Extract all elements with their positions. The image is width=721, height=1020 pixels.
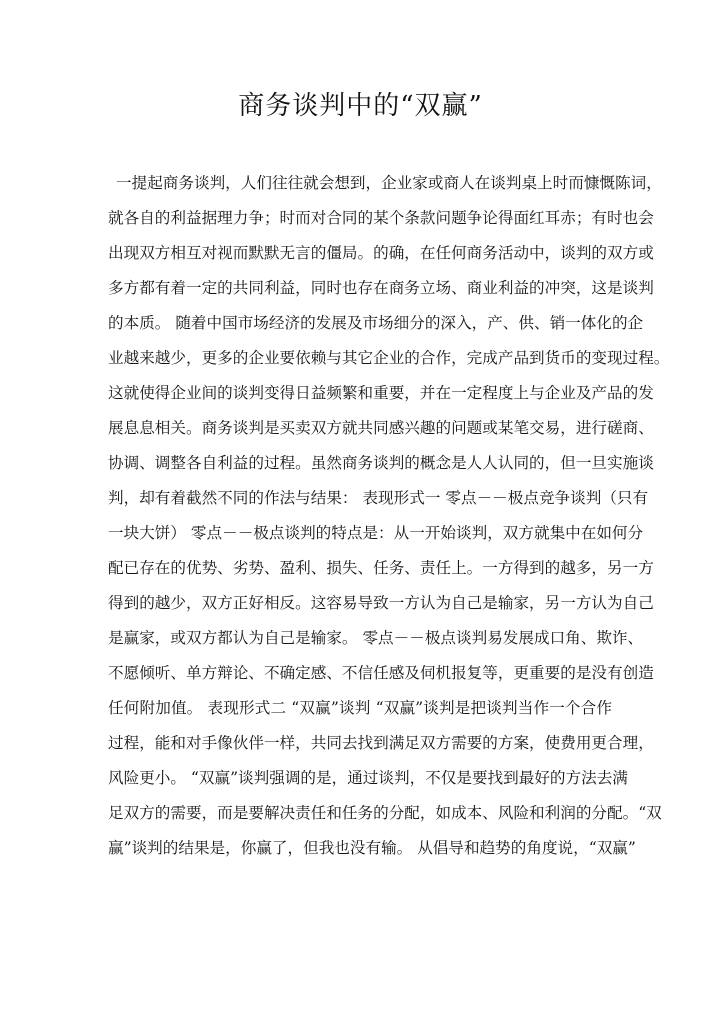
text-line: 这就使得企业间的谈判变得日益频繁和重要，并在一定程度上与企业及产品的发 bbox=[108, 384, 654, 402]
text-line: 任何附加值。 表现形式二 “双赢”谈判 “双赢”谈判是把谈判当作一个合作 bbox=[108, 699, 612, 717]
text-line: 业越来越少，更多的企业要依赖与其它企业的合作，完成产品到货币的变现过程。 bbox=[108, 349, 670, 367]
text-line: 展息息相关。商务谈判是买卖双方就共同感兴趣的问题或某笔交易，进行磋商、 bbox=[108, 419, 654, 437]
text-line: 过程，能和对手像伙伴一样，共同去找到满足双方需要的方案，使费用更合理， bbox=[108, 734, 654, 752]
document-title: 商务谈判中的“双赢” bbox=[238, 91, 483, 121]
text-line: 不愿倾听、单方辩论、不确定感、不信任感及伺机报复等，更重要的是没有创造 bbox=[108, 664, 654, 682]
text-line: 得到的越少，双方正好相反。这容易导致一方认为自己是输家，另一方认为自己 bbox=[108, 594, 654, 612]
text-line: 协调、调整各自利益的过程。虽然商务谈判的概念是人人认同的，但一旦实施谈 bbox=[108, 454, 654, 472]
text-line: 一块大饼） 零点－－极点谈判的特点是：从一开始谈判，双方就集中在如何分 bbox=[108, 524, 644, 542]
text-line: 就各自的利益据理力争；时而对合同的某个条款问题争论得面红耳赤；有时也会 bbox=[108, 209, 654, 227]
text-line: 配已存在的优势、劣势、盈利、损失、任务、责任上。一方得到的越多，另一方 bbox=[108, 559, 654, 577]
text-line: 的本质。 随着中国市场经济的发展及市场细分的深入，产、供、销一体化的企 bbox=[108, 314, 644, 332]
text-line: 赢”谈判的结果是，你赢了，但我也没有输。 从倡导和趋势的角度说，“双赢” bbox=[108, 839, 636, 857]
text-line: 多方都有着一定的共同利益，同时也存在商务立场、商业利益的冲突，这是谈判 bbox=[108, 279, 654, 297]
text-line: 风险更小。 “双赢”谈判强调的是，通过谈判，不仅是要找到最好的方法去满 bbox=[108, 769, 628, 787]
text-line: 一提起商务谈判，人们往往就会想到，企业家或商人在谈判桌上时而慷慨陈词， bbox=[116, 174, 662, 192]
text-line: 出现双方相互对视而默默无言的僵局。的确，在任何商务活动中，谈判的双方或 bbox=[108, 244, 654, 262]
text-line: 判，却有着截然不同的作法与结果： 表现形式一 零点－－极点竞争谈判（只有 bbox=[108, 489, 649, 507]
text-line: 是赢家，或双方都认为自己是输家。 零点－－极点谈判易发展成口角、欺诈、 bbox=[108, 629, 644, 647]
text-line: 足双方的需要，而是要解决责任和任务的分配，如成本、风险和利润的分配。“双 bbox=[108, 804, 662, 822]
document-body bbox=[108, 166, 670, 866]
